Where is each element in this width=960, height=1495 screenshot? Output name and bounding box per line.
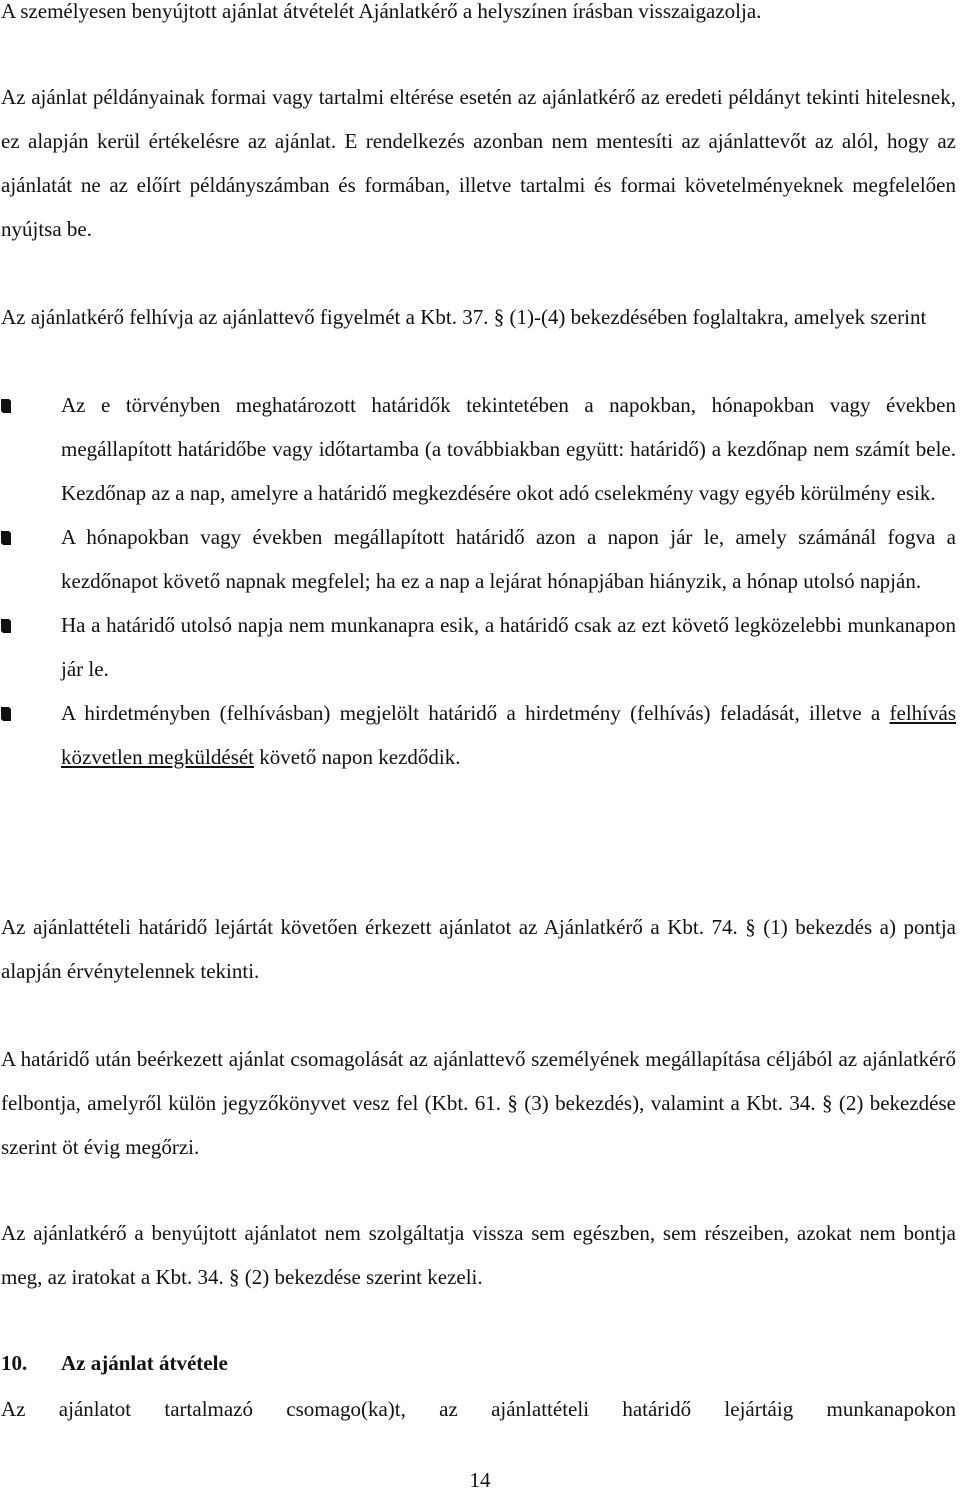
list-item <box>1 515 956 603</box>
section-title: Az ajánlat átvétele <box>61 1351 228 1375</box>
paragraph-copies: Az ajánlat példányainak formai vagy tartalmi eltérése esetén az ajánlatkérő az eredeti példányt tekinti hitelesnek, ez alapján kerül értékelésre az ajánlat. E rendelkezés azonban nem mentesíti az ajánlattevőt az alól, hogy az ajánlatát ne az előírt példányszámban és formában, illetve tartalmi és formai követelményeknek megfelelően nyújtsa be. <box>1 85 956 241</box>
square-bullet-icon <box>1 619 11 633</box>
paragraph-late-offer: Az ajánlattételi határidő lejártát követően érkezett ajánlatot az Ajánlatkérő a Kbt. 74. § (1) bekezdés a) pontja alapján érvénytelennek tekinti. <box>1 915 956 983</box>
list-item <box>1 603 956 691</box>
square-bullet-icon <box>1 707 11 721</box>
paragraph-no-return: Az ajánlatkérő a benyújtott ajánlatot nem szolgáltatja vissza sem egészben, sem részeiben, azokat nem bontja meg, az iratokat a Kbt. 34. § (2) bekezdése szerint kezeli. <box>1 1221 956 1289</box>
square-bullet-icon <box>1 531 11 545</box>
list-item-text <box>61 701 956 769</box>
list-item-text-end: követő napon kezdődik. <box>254 745 461 769</box>
paragraph-late-opening: A határidő után beérkezett ajánlat csomagolását az ajánlattevő személyének megállapítása céljából az ajánlatkérő felbontja, amelyről külön jegyzőkönyvet vesz fel (Kbt. 61. § (3) bekezdés), valamint a Kbt. 34. § (2) bekezdése szerint öt évig megőrzi. <box>1 1047 956 1159</box>
underlined-phrase: felhívás közvetlen megküldését <box>61 701 956 769</box>
list-item-text: A hónapokban vagy években megállapított határidő azon a napon jár le, amely számánál fogva a kezdőnapot követő napnak megfelel; ha ez a nap a lejárat hónapjában hiányzik, a hónap utolsó napján. <box>61 525 956 593</box>
section-number: 10. <box>1 1351 28 1375</box>
square-bullet-icon <box>1 399 11 413</box>
page-number: 14 <box>469 1468 491 1492</box>
list-item-text-start: A hirdetményben (felhívásban) megjelölt határidő a hirdetmény (felhívás) feladását, illetve a <box>61 701 890 725</box>
paragraph-confirmation: A személyesen benyújtott ajánlat átvételét Ajánlatkérő a helyszínen írásban visszaigazolja. <box>1 0 762 23</box>
list-item <box>1 383 956 515</box>
section-heading <box>1 1341 228 1385</box>
deadline-rules-list <box>1 383 956 779</box>
paragraph-acceptance: Az ajánlatot tartalmazó csomago(ka)t, az ajánlattételi határidő lejártáig munkanapokon <box>1 1397 956 1421</box>
list-item-text: Ha a határidő utolsó napja nem munkanapra esik, a határidő csak az ezt követő legközelebbi munkanapon jár le. <box>61 613 956 681</box>
list-item-text: Az e törvényben meghatározott határidők tekintetében a napokban, hónapokban vagy években megállapított határidőbe vagy időtartamba (a továbbiakban együtt: határidő) a kezdőnap nem számít bele. Kezdőnap az a nap, amelyre a határidő megkezdésére okot adó cselekmény vagy egyéb körülmény esik. <box>61 393 956 505</box>
list-item <box>1 691 956 779</box>
paragraph-deadline-intro: Az ajánlatkérő felhívja az ajánlattevő figyelmét a Kbt. 37. § (1)-(4) bekezdésében foglaltakra, amelyek szerint <box>1 305 927 329</box>
